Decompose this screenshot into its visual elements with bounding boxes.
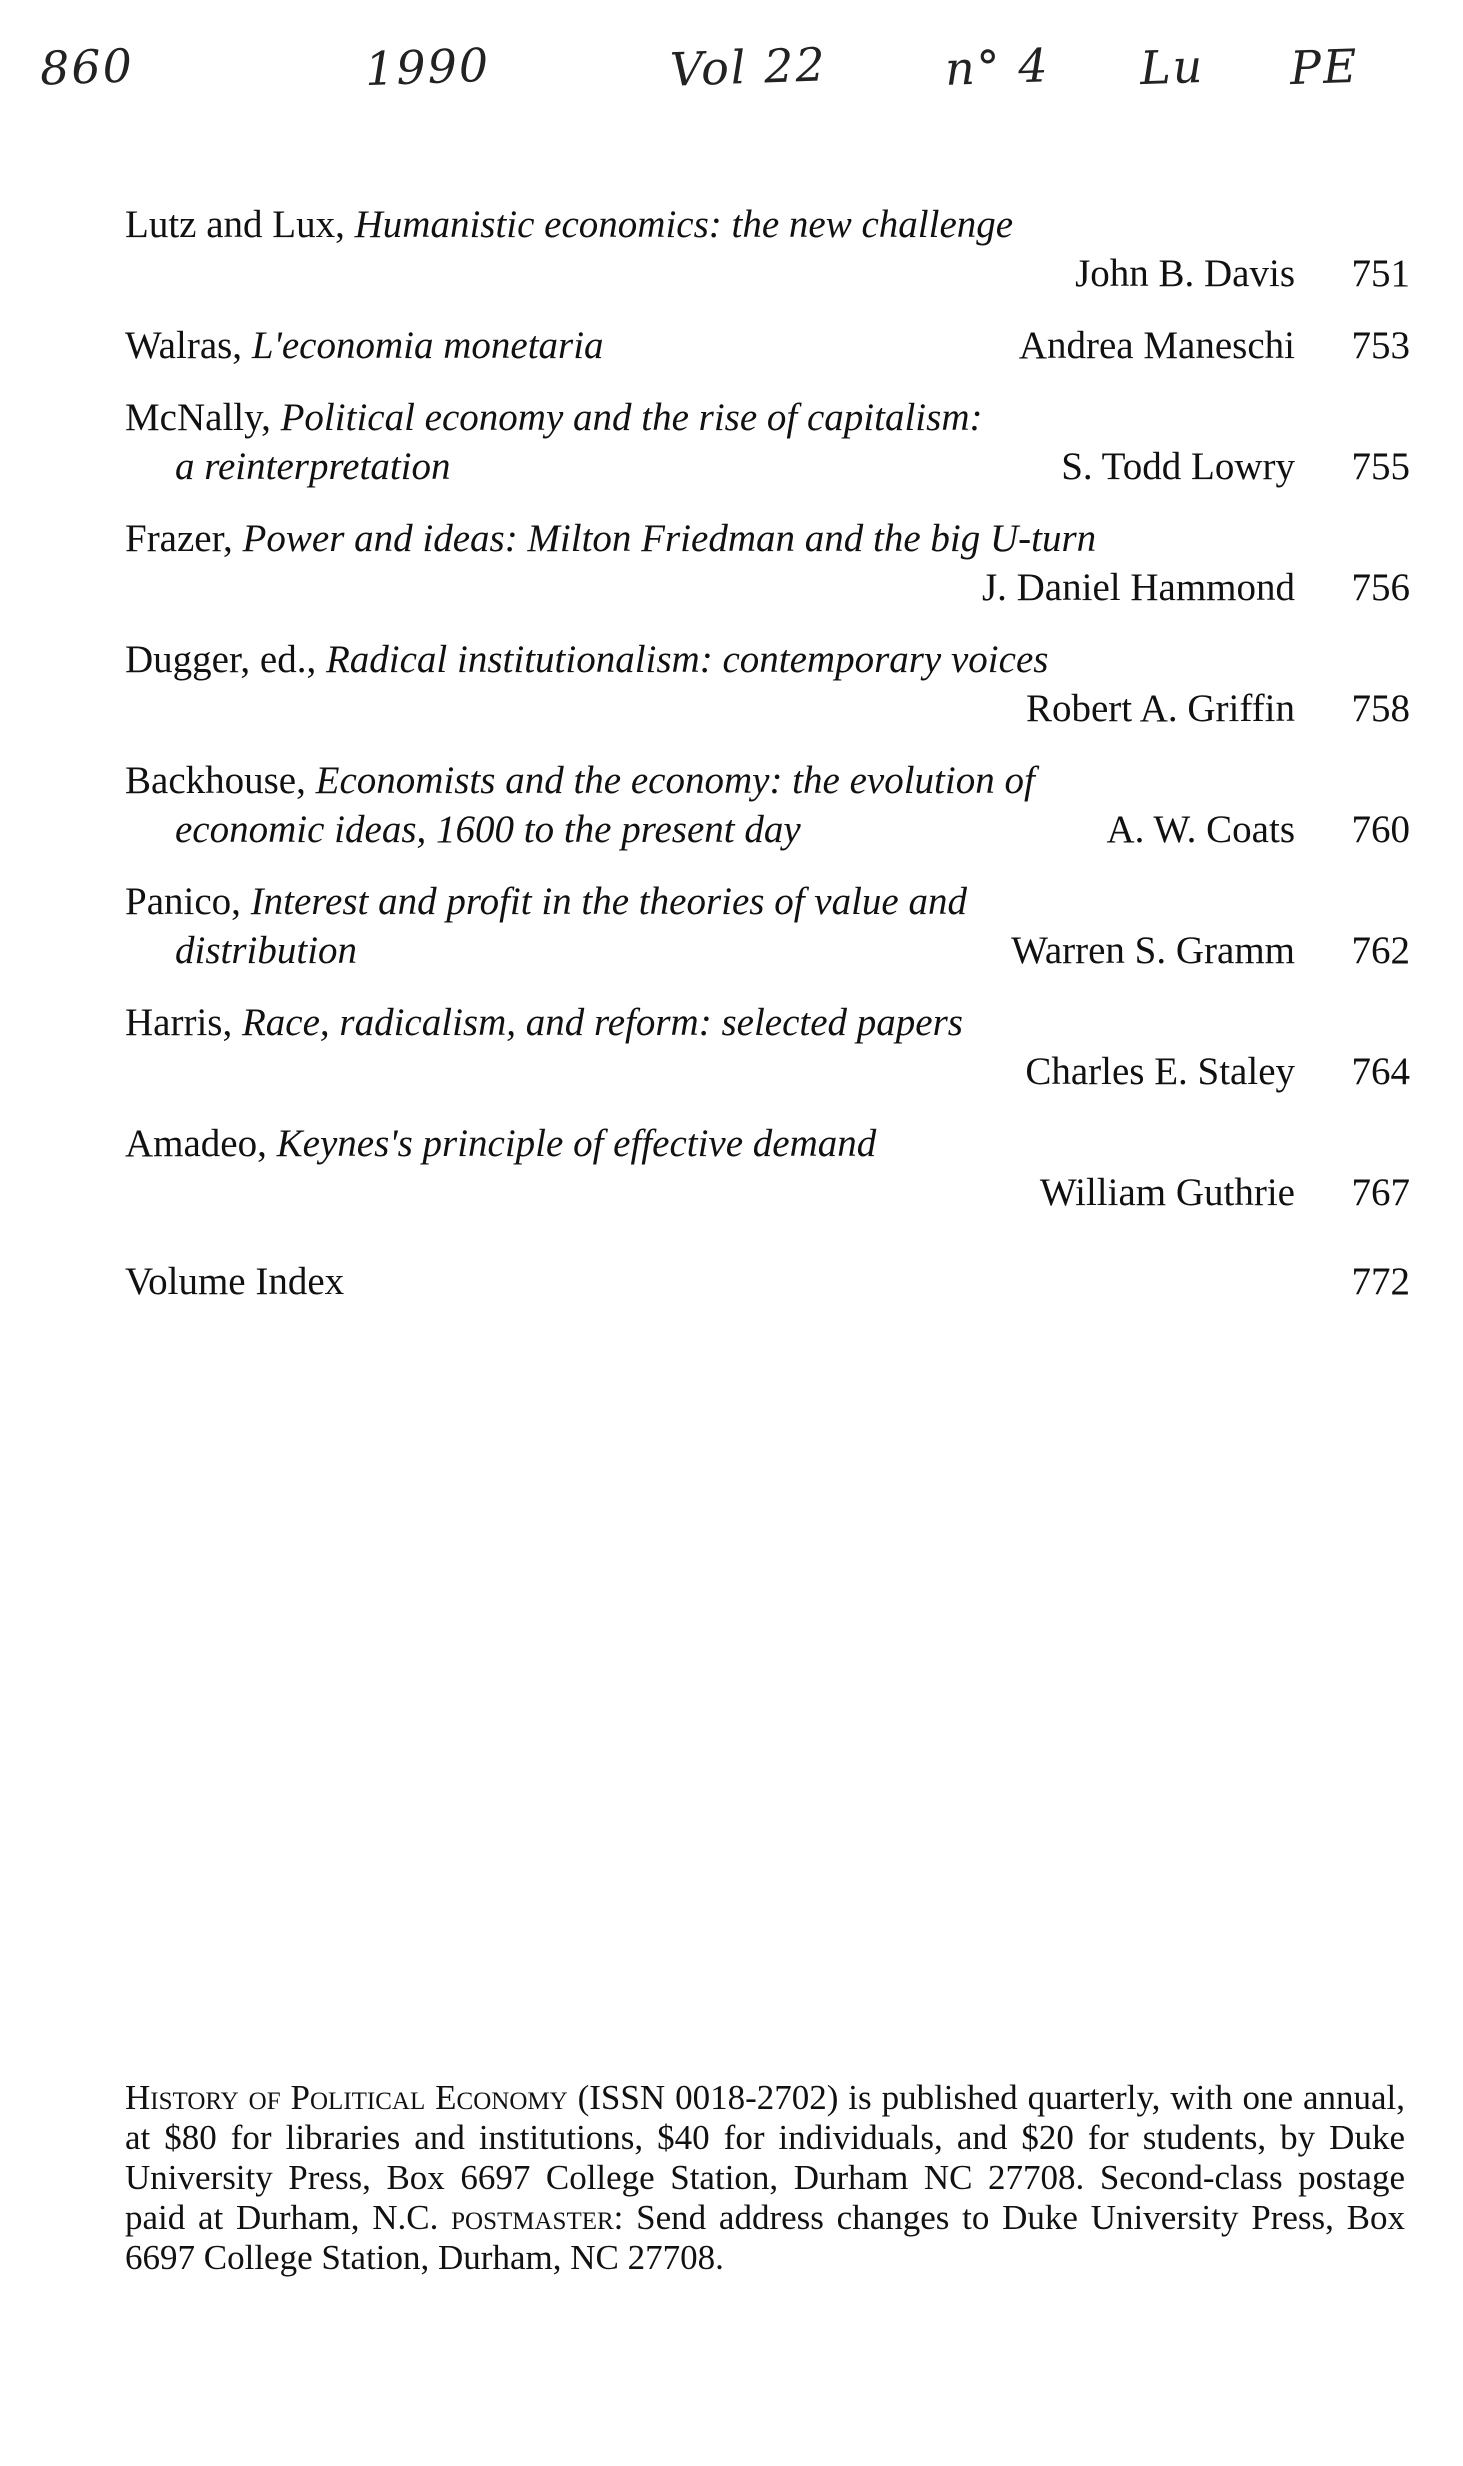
review-entry: [125, 998, 1410, 1096]
handwritten-note: PE: [1289, 38, 1360, 96]
postmaster-label: postmaster:: [451, 2198, 624, 2237]
entry-second-line: [125, 1168, 1410, 1217]
review-entry: [125, 877, 1410, 975]
reviewer-name: William Guthrie: [1039, 1171, 1295, 1214]
handwritten-note: 1990: [364, 37, 491, 97]
entry-first-line: [125, 998, 1410, 1047]
book-author: McNally,: [125, 396, 271, 439]
book-title-continued: a reinterpretation: [175, 445, 451, 488]
entry-first-line: [125, 1119, 1410, 1168]
review-entry: [125, 756, 1410, 854]
reviewer-name: Charles E. Staley: [1025, 1050, 1295, 1093]
entry-first-line: [125, 635, 1410, 684]
entry-line: [125, 321, 1410, 370]
book-author: Panico,: [125, 880, 241, 923]
reviewer-name: Andrea Maneschi: [1018, 324, 1295, 367]
page-number: 772: [1351, 1260, 1410, 1303]
reviewer-name: John B. Davis: [1075, 252, 1295, 295]
entry-second-line: [125, 1047, 1410, 1096]
page-number: 758: [1351, 687, 1410, 730]
notice-text-2: Send address changes to Duke University Press, Box 6697 College Station, Durham, NC 27708.: [125, 2198, 1405, 2277]
book-author: Frazer,: [125, 517, 233, 560]
handwritten-annotation: [0, 37, 1463, 130]
volume-index-label: Volume Index: [125, 1260, 345, 1303]
review-entry: [125, 1119, 1410, 1217]
table-of-contents: [125, 200, 1410, 1306]
page-number: 762: [1351, 929, 1410, 972]
book-title: Power and ideas: Milton Friedman and the big U-turn: [242, 517, 1097, 560]
book-title: Political economy and the rise of capitalism:: [280, 396, 983, 439]
book-author: Harris,: [125, 1001, 233, 1044]
entry-second-line: [125, 442, 1410, 491]
handwritten-note: 860: [39, 38, 135, 96]
handwritten-note: Lu: [1139, 38, 1206, 96]
page-number: 751: [1351, 252, 1410, 295]
book-title-continued: distribution: [175, 929, 358, 972]
book-author: Backhouse,: [125, 759, 306, 802]
book-author: Amadeo,: [125, 1122, 267, 1165]
page-number: 756: [1351, 566, 1410, 609]
review-entry: [125, 321, 1410, 370]
review-entry: [125, 635, 1410, 733]
page-number: 753: [1351, 324, 1410, 367]
book-title: Race, radicalism, and reform: selected papers: [241, 1001, 963, 1044]
book-title: Humanistic economics: the new challenge: [354, 203, 1014, 246]
entry-first-line: [125, 200, 1410, 249]
entry-second-line: [125, 926, 1410, 975]
entry-first-line: [125, 877, 1410, 926]
reviewer-name: Robert A. Griffin: [1025, 687, 1295, 730]
page-number: 755: [1351, 445, 1410, 488]
page-number: 767: [1351, 1171, 1410, 1214]
entry-second-line: [125, 684, 1410, 733]
entry-first-line: [125, 393, 1410, 442]
book-author: Dugger, ed.,: [125, 638, 317, 681]
publication-notice: [125, 2078, 1405, 2278]
book-title: L'economia monetaria: [251, 324, 604, 367]
book-author: Lutz and Lux,: [125, 203, 345, 246]
book-title: Economists and the economy: the evolution of: [315, 759, 1035, 802]
page-number: 760: [1351, 808, 1410, 851]
entry-first-line: [125, 756, 1410, 805]
review-entry: [125, 393, 1410, 491]
book-title: Keynes's principle of effective demand: [276, 1122, 877, 1165]
reviewer-name: J. Daniel Hammond: [981, 566, 1295, 609]
reviewer-name: S. Todd Lowry: [1061, 445, 1295, 488]
reviewer-name: Warren S. Gramm: [1011, 929, 1295, 972]
book-author: Walras,: [125, 324, 243, 367]
entry-second-line: [125, 249, 1410, 298]
book-title: Radical institutionalism: contemporary voices: [325, 638, 1049, 681]
entry-first-line: [125, 514, 1410, 563]
entry-second-line: [125, 563, 1410, 612]
handwritten-note: n° 4: [944, 38, 1051, 96]
reviewer-name: A. W. Coats: [1106, 808, 1295, 851]
review-entry: [125, 514, 1410, 612]
handwritten-note: Vol 22: [669, 37, 828, 97]
entry-second-line: [125, 805, 1410, 854]
book-title-continued: economic ideas, 1600 to the present day: [175, 808, 801, 851]
review-entry: [125, 200, 1410, 298]
book-title: Interest and profit in the theories of value and: [250, 880, 967, 923]
volume-index-line: [125, 1257, 1410, 1306]
journal-name: History of Political Economy: [125, 2078, 568, 2117]
page-number: 764: [1351, 1050, 1410, 1093]
notice-text: (ISSN 0018-2702) is published quarterly, with one annual, at $80 for libraries and institutions, $40 for individuals, and $20 for students, by Duke University Press, Box 6697 College Station, Durham NC 27708. Second-class postage paid at Durham, N.C.: [125, 2078, 1406, 2237]
